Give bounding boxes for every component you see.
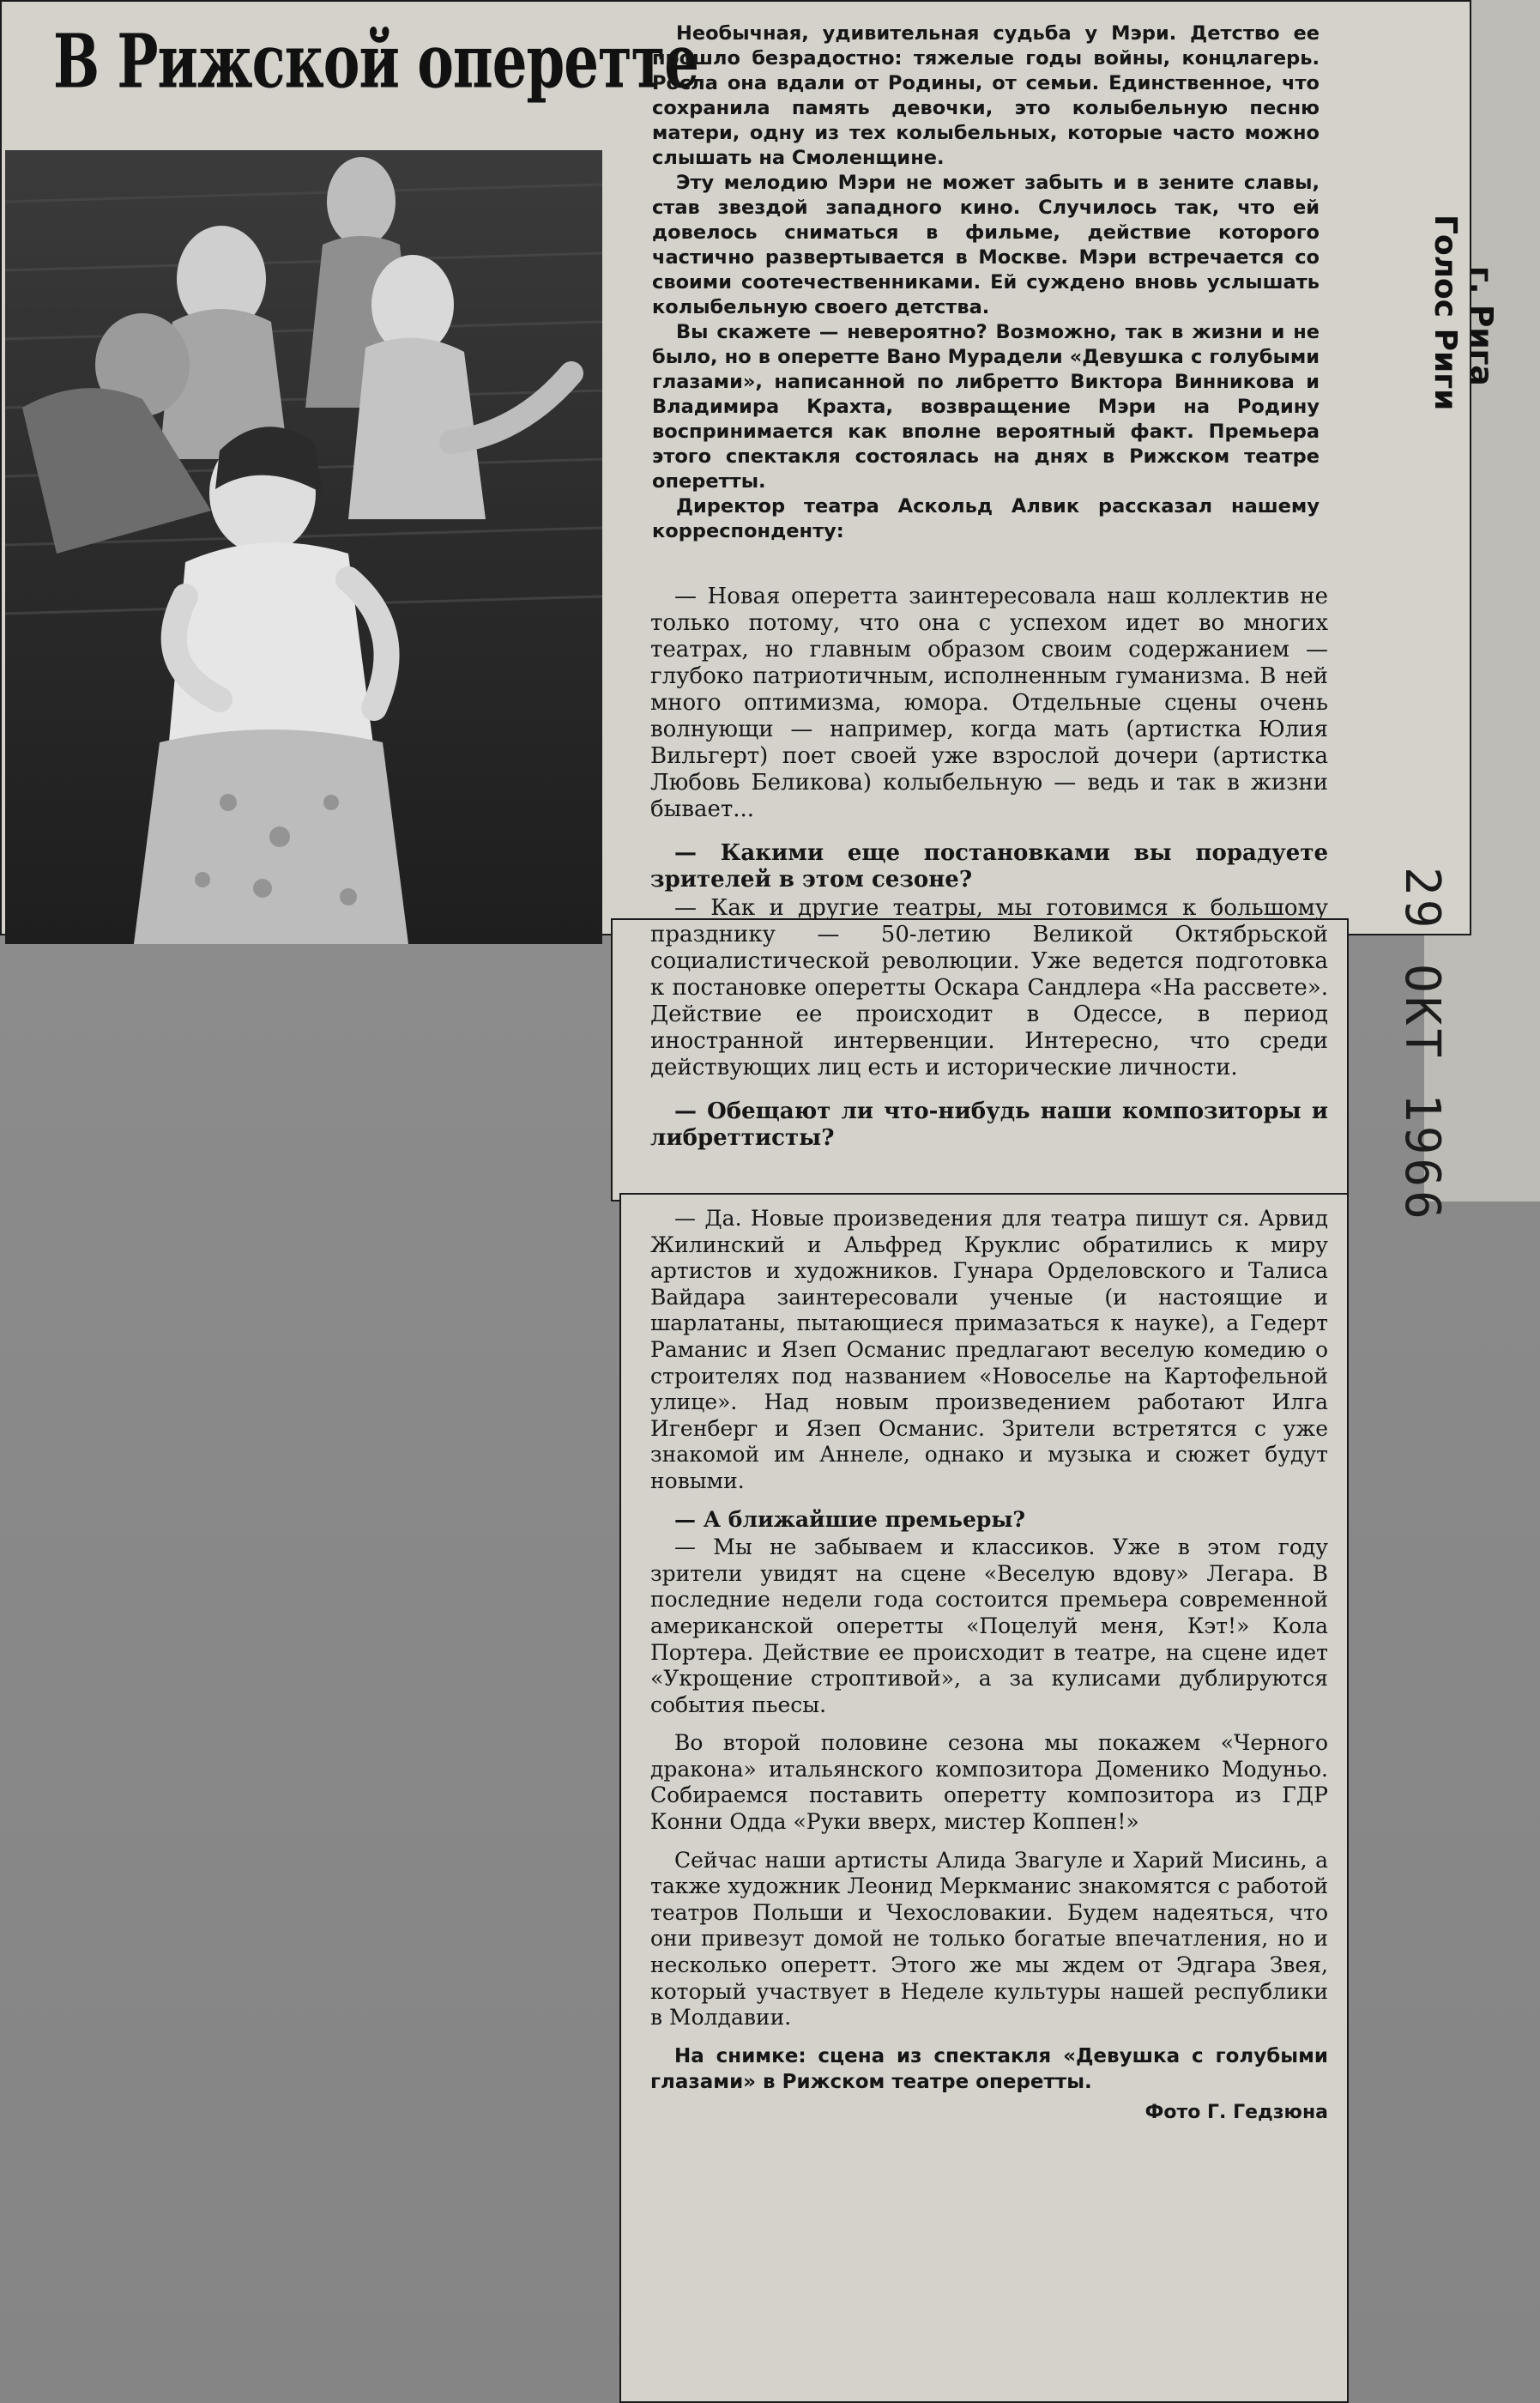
- date-stamp: 29 ОКТ 1966: [1394, 867, 1450, 1223]
- photo-credit: Фото Г. Гедзюна: [1144, 2101, 1328, 2123]
- answer-paragraph: — Мы не забываем и классиков. Уже в этом году зрители увидят на сцене «Веселую вдову» Легара. В последние недели года состоится премьера современной американской оперетты «Поцелуй меня, Кэт!» Кола Портера. Действие ее происходит в театре, на сцене идет «Укрощение строптивой», а за кулисами дублируются события пьесы.: [650, 1534, 1328, 1717]
- answer-paragraph: — Да. Новые произведения для театра пишут ся. Арвид Жилинский и Альфред Круклис обратились к миру артистов и художников. Гунара Орделовского и Талиса Вайдара заинтересовали ученые (и настоящие и шарлатаны, пытающиеся примазаться к науке), а Гедерт Раманис и Язеп Османис предлагают веселую комедию о строителях под названием «Новоселье на Картофельной улице». Над новым произведением работают Илга Игенберг и Язеп Османис. Зрители встретятся с уже знакомой им Аннеле, однако и музыка и сюжет будут новыми.: [650, 1206, 1328, 1493]
- intro-column: [652, 21, 1320, 544]
- intro-paragraph: Директор театра Аскольд Алвик рассказал нашему корреспонденту:: [652, 495, 1320, 542]
- source-stamp: [1428, 215, 1523, 411]
- article-headline: В Рижской оперетте: [53, 19, 698, 106]
- intro-paragraph: Вы скажете — невероятно? Возможно, так в жизни и не было, но в оперетте Вано Мурадели «Девушка с голубыми глазами», написанной по либретто Виктора Винникова и Владимира Крахта, возвращение Мэри на Родину воспринимается как вполне вероятный факт. Премьера этого спектакля состоялась на днях в Рижском театре оперетты.: [652, 321, 1320, 493]
- question-paragraph: — А ближайшие премьеры?: [674, 1506, 1026, 1532]
- stamp-city: г. Рига: [1464, 266, 1499, 386]
- question-paragraph: — Какими еще постановками вы порадуете зрителей в этом сезоне?: [650, 840, 1328, 893]
- body-paragraph: Сейчас наши артисты Алида Звагуле и Харий Мисинь, а также художник Леонид Меркманис знакомятся с работой театров Польши и Чехословакии. Будем надеяться, что они привезут домой не только богатые впечатления, но и несколько оперетт. Этого же мы ждем от Эдгара Звея, который участвует в Неделе культуры нашей республики в Молдавии.: [650, 1847, 1328, 2031]
- photo-image: [5, 150, 602, 944]
- body-paragraph: Во второй половине сезона мы покажем «Черного дракона» итальянского композитора Доменико Модуньо. Собираемся поставить оперетту композитора из ГДР Конни Одда «Руки вверх, мистер Коппен!»: [650, 1730, 1328, 1835]
- intro-paragraph: Эту мелодию Мэри не может забыть и в зените славы, став звездой западного кино. Случилось так, что ей довелось сниматься в фильме, действие которого частично развертывается в Москве. Мэри встречается со своими соотечественниками. Ей суждено вновь услышать колыбельную своего детства.: [652, 172, 1320, 318]
- interview-column-1: [650, 566, 1328, 1153]
- intro-paragraph: Необычная, удивительная судьба у Мэри. Детство ее прошло безрадостно: тяжелые годы войны, концлагерь. Росла она вдали от Родины, от семьи. Единственное, что сохранила память девочки, это колыбельную песню матери, одну из тех колыбельных, которые часто можно слышать на Смоленщине.: [652, 22, 1320, 169]
- photo-caption: На снимке: сцена из спектакля «Девушка с голубыми глазами» в Рижском театре оперетты.: [650, 2044, 1328, 2093]
- question-paragraph: — Обещают ли что-нибудь наши композиторы и либреттисты?: [650, 1099, 1328, 1151]
- performance-photo: [5, 150, 602, 944]
- answer-paragraph: — Новая оперетта заинтересовала наш коллектив не только потому, что она с успехом идет во многих театрах, но главным образом своим содержанием — глубоко патриотичным, исполненным гуманизма. В ней много оптимизма, юмора. Отдельные сцены очень волнующи — например, когда мать (артистка Юлия Вильгерт) поет своей уже взрослой дочери (артистка Любовь Беликова) колыбельную — ведь и так в жизни бывает...: [650, 584, 1328, 822]
- interview-column-2: [650, 1206, 1328, 2126]
- answer-paragraph: — Как и другие театры, мы готовимся к большому празднику — 50-летию Великой Октябрьской социалистической революции. Уже ведется подготовка к постановке оперетты Оскара Сандлера «На рассвете». Действие ее происходит в Одессе, в период иностранной интервенции. Интересно, что среди действующих лиц есть и исторические личности.: [650, 895, 1328, 1080]
- stamp-newspaper: Голос Риги: [1428, 215, 1463, 411]
